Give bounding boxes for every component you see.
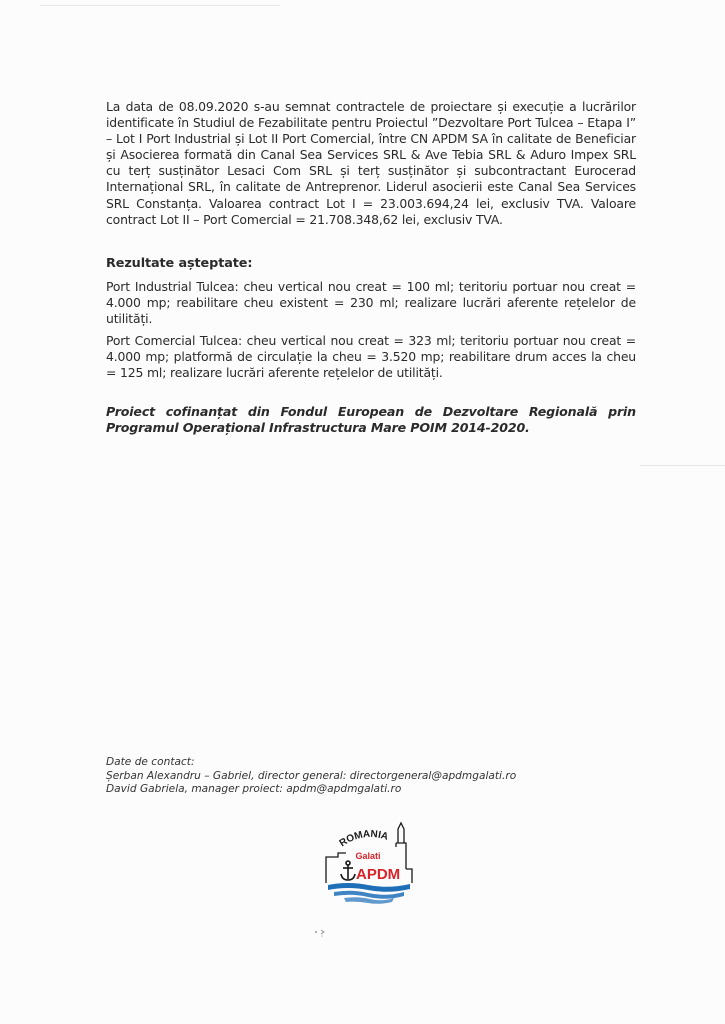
logo-name-text: APDM [356,866,401,883]
apdm-logo [318,817,420,907]
scan-artifact [40,5,280,6]
port-industrial-paragraph: Port Industrial Tulcea: cheu vertical nou creat = 100 ml; teritoriu portuar nou creat = 4.000 mp; reabilitare cheu existent = 230 ml; realizare lucrări aferente rețelelor de utilități. [106,279,636,327]
logo-city-text: Galati [355,851,381,861]
scan-mark [312,926,336,938]
contact-title: Date de contact: [106,756,195,768]
contact-manager: David Gabriela, manager proiect: apdm@apdmgalati.ro [106,783,402,796]
funding-statement: Proiect cofinanțat din Fondul European de Dezvoltare Regională prin Programul Operațional Infrastructura Mare POIM 2014-2020. [106,404,636,436]
waves-icon [328,883,410,904]
contact-director: Șerban Alexandru – Gabriel, director general: directorgeneral@apdmgalati.ro [106,769,517,782]
contact-block [106,756,516,797]
logo-arc-text: ROMANIA [337,828,390,850]
scan-artifact [640,465,725,466]
intro-paragraph: La data de 08.09.2020 s-au semnat contractele de proiectare și execuție a lucrărilor identificate în Studiul de Fezabilitate pentru Proiectul ”Dezvoltare Port Tulcea – Etapa I” – Lot I Port Industrial și Lot II Port Comercial, între CN APDM SA în calitate de Beneficiar și Asocierea formată din Canal Sea Services SRL & Ave Tebia SRL & Aduro Impex SRL cu terț susținător Lesaci Com SRL și terț susținător și subcontractant Eurocerad Internațional SRL, în calitate de Antreprenor. Liderul asocierii este Canal Sea Services SRL Constanța. Valoarea contract Lot I = 23.003.694,24 lei, exclusiv TVA. Valoare contract Lot II – Port Comercial = 21.708.348,62 lei, exclusiv TVA. [106,99,636,227]
anchor-icon [341,861,355,880]
results-heading: Rezultate așteptate: [106,256,253,271]
port-comercial-paragraph: Port Comercial Tulcea: cheu vertical nou creat = 323 ml; teritoriu portuar nou creat = 4.000 mp; platformă de circulație la cheu = 3.520 mp; reabilitare drum acces la cheu = 125 ml; realizare lucrări aferente rețelelor de utilități. [106,333,636,381]
